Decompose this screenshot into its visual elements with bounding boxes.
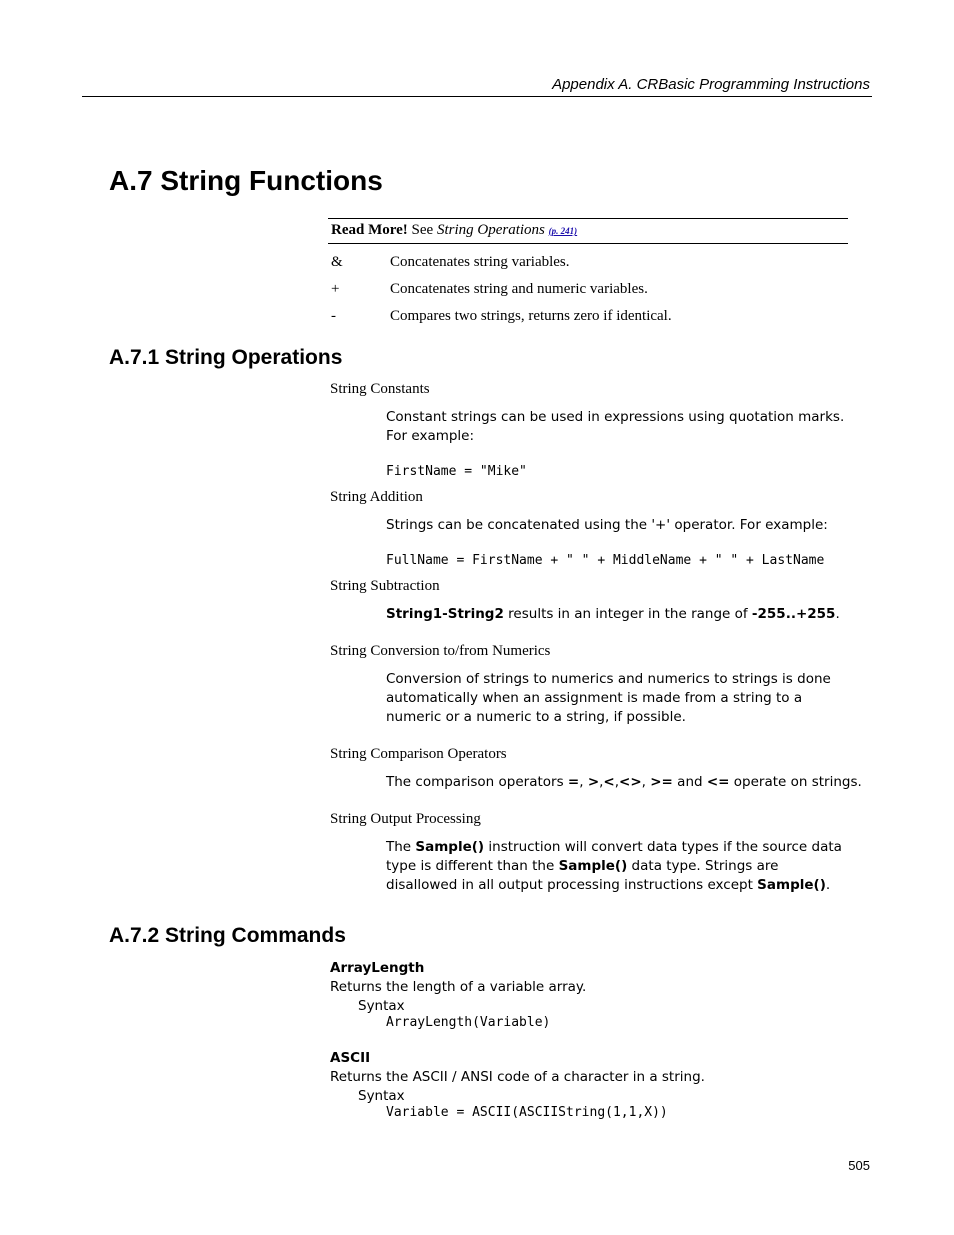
heading-string-addition: String Addition [330,489,423,505]
comparison-text: The comparison operators [386,774,568,790]
command-name: ArrayLength [330,960,425,976]
command-syntax-code: ArrayLength(Variable) [386,1015,551,1030]
running-header: Appendix A. CRBasic Programming Instructions [552,76,870,93]
header-rule [82,96,872,97]
paragraph-string-conversion: Conversion of strings to numerics and numerics to strings is done automatically when an assignment is made from a string to a numeric or a numeric to a string, if possible. [386,671,831,725]
command-syntax-code: Variable = ASCII(ASCIIString(1,1,X)) [386,1105,668,1120]
heading-string-output: String Output Processing [330,811,481,827]
subtraction-text: results in an integer in the range of [503,606,752,622]
code-string-constants: FirstName = "Mike" [386,464,527,479]
heading-string-comparison: String Comparison Operators [330,746,507,762]
output-function: Sample() [757,877,826,893]
comparison-operator: <> [619,774,642,790]
output-text: The [386,839,416,855]
command-description: Returns the ASCII / ANSI code of a character in a string. [330,1069,705,1085]
read-more-label: Read More! [331,222,408,238]
operator-description: Concatenates string variables. [390,254,570,270]
command-description: Returns the length of a variable array. [330,979,587,995]
operator-description: Compares two strings, returns zero if identical. [390,308,672,324]
comparison-separator: , [599,774,604,790]
comparison-separator: , [641,774,651,790]
operator-symbol: + [331,281,340,297]
paragraph-string-constants: Constant strings can be used in expressions using quotation marks. For example: [386,409,845,444]
code-string-addition: FullName = FirstName + " " + MiddleName + " " + LastName [386,553,825,568]
output-text: instruction will convert data types if the source data type is different than the [386,839,842,874]
read-more-ref-title: String Operations [436,222,545,238]
operator-symbol: & [331,254,343,270]
command-name: ASCII [330,1050,371,1066]
read-more-page-link[interactable]: (p. 241) [548,226,578,236]
read-more-text [331,222,577,239]
command-syntax-label: Syntax [358,1088,405,1104]
comparison-operator: > [587,774,600,790]
comparison-operator: < [603,774,615,790]
comparison-separator: , [579,774,588,790]
output-text-end: . [825,877,831,893]
subsection-title-commands: A.7.2 String Commands [109,924,346,947]
subsection-title-operations: A.7.1 String Operations [109,346,343,369]
page-number: 505 [848,1158,870,1173]
paragraph-string-addition: Strings can be concatenated using the '+' operator. For example: [386,517,828,533]
paragraph-string-comparison [386,773,862,792]
read-more-box [328,218,848,244]
comparison-separator: , [614,774,620,790]
operator-description: Concatenates string and numeric variables. [390,281,648,297]
comparison-operator: <= [706,774,730,790]
paragraph-string-output [386,838,852,895]
section-title: A.7 String Functions [109,165,383,196]
heading-string-constants: String Constants [330,381,430,397]
output-function: Sample() [558,858,628,874]
heading-string-subtraction: String Subtraction [330,578,440,594]
paragraph-string-subtraction [386,605,840,624]
comparison-operator: = [567,774,580,790]
subtraction-expression: String1-String2 [386,606,504,622]
operator-symbol: - [331,308,336,324]
heading-string-conversion: String Conversion to/from Numerics [330,643,551,659]
command-syntax-label: Syntax [358,998,405,1014]
output-function: Sample() [415,839,485,855]
comparison-and: and [672,774,707,790]
subtraction-range: -255..+255 [751,606,836,622]
comparison-text-end: operate on strings. [729,774,862,790]
read-more-see: See [411,222,434,238]
subtraction-end: . [835,606,840,622]
output-text: data type. Strings are disallowed in all output processing instructions except [386,858,779,893]
comparison-operator: >= [650,774,673,790]
